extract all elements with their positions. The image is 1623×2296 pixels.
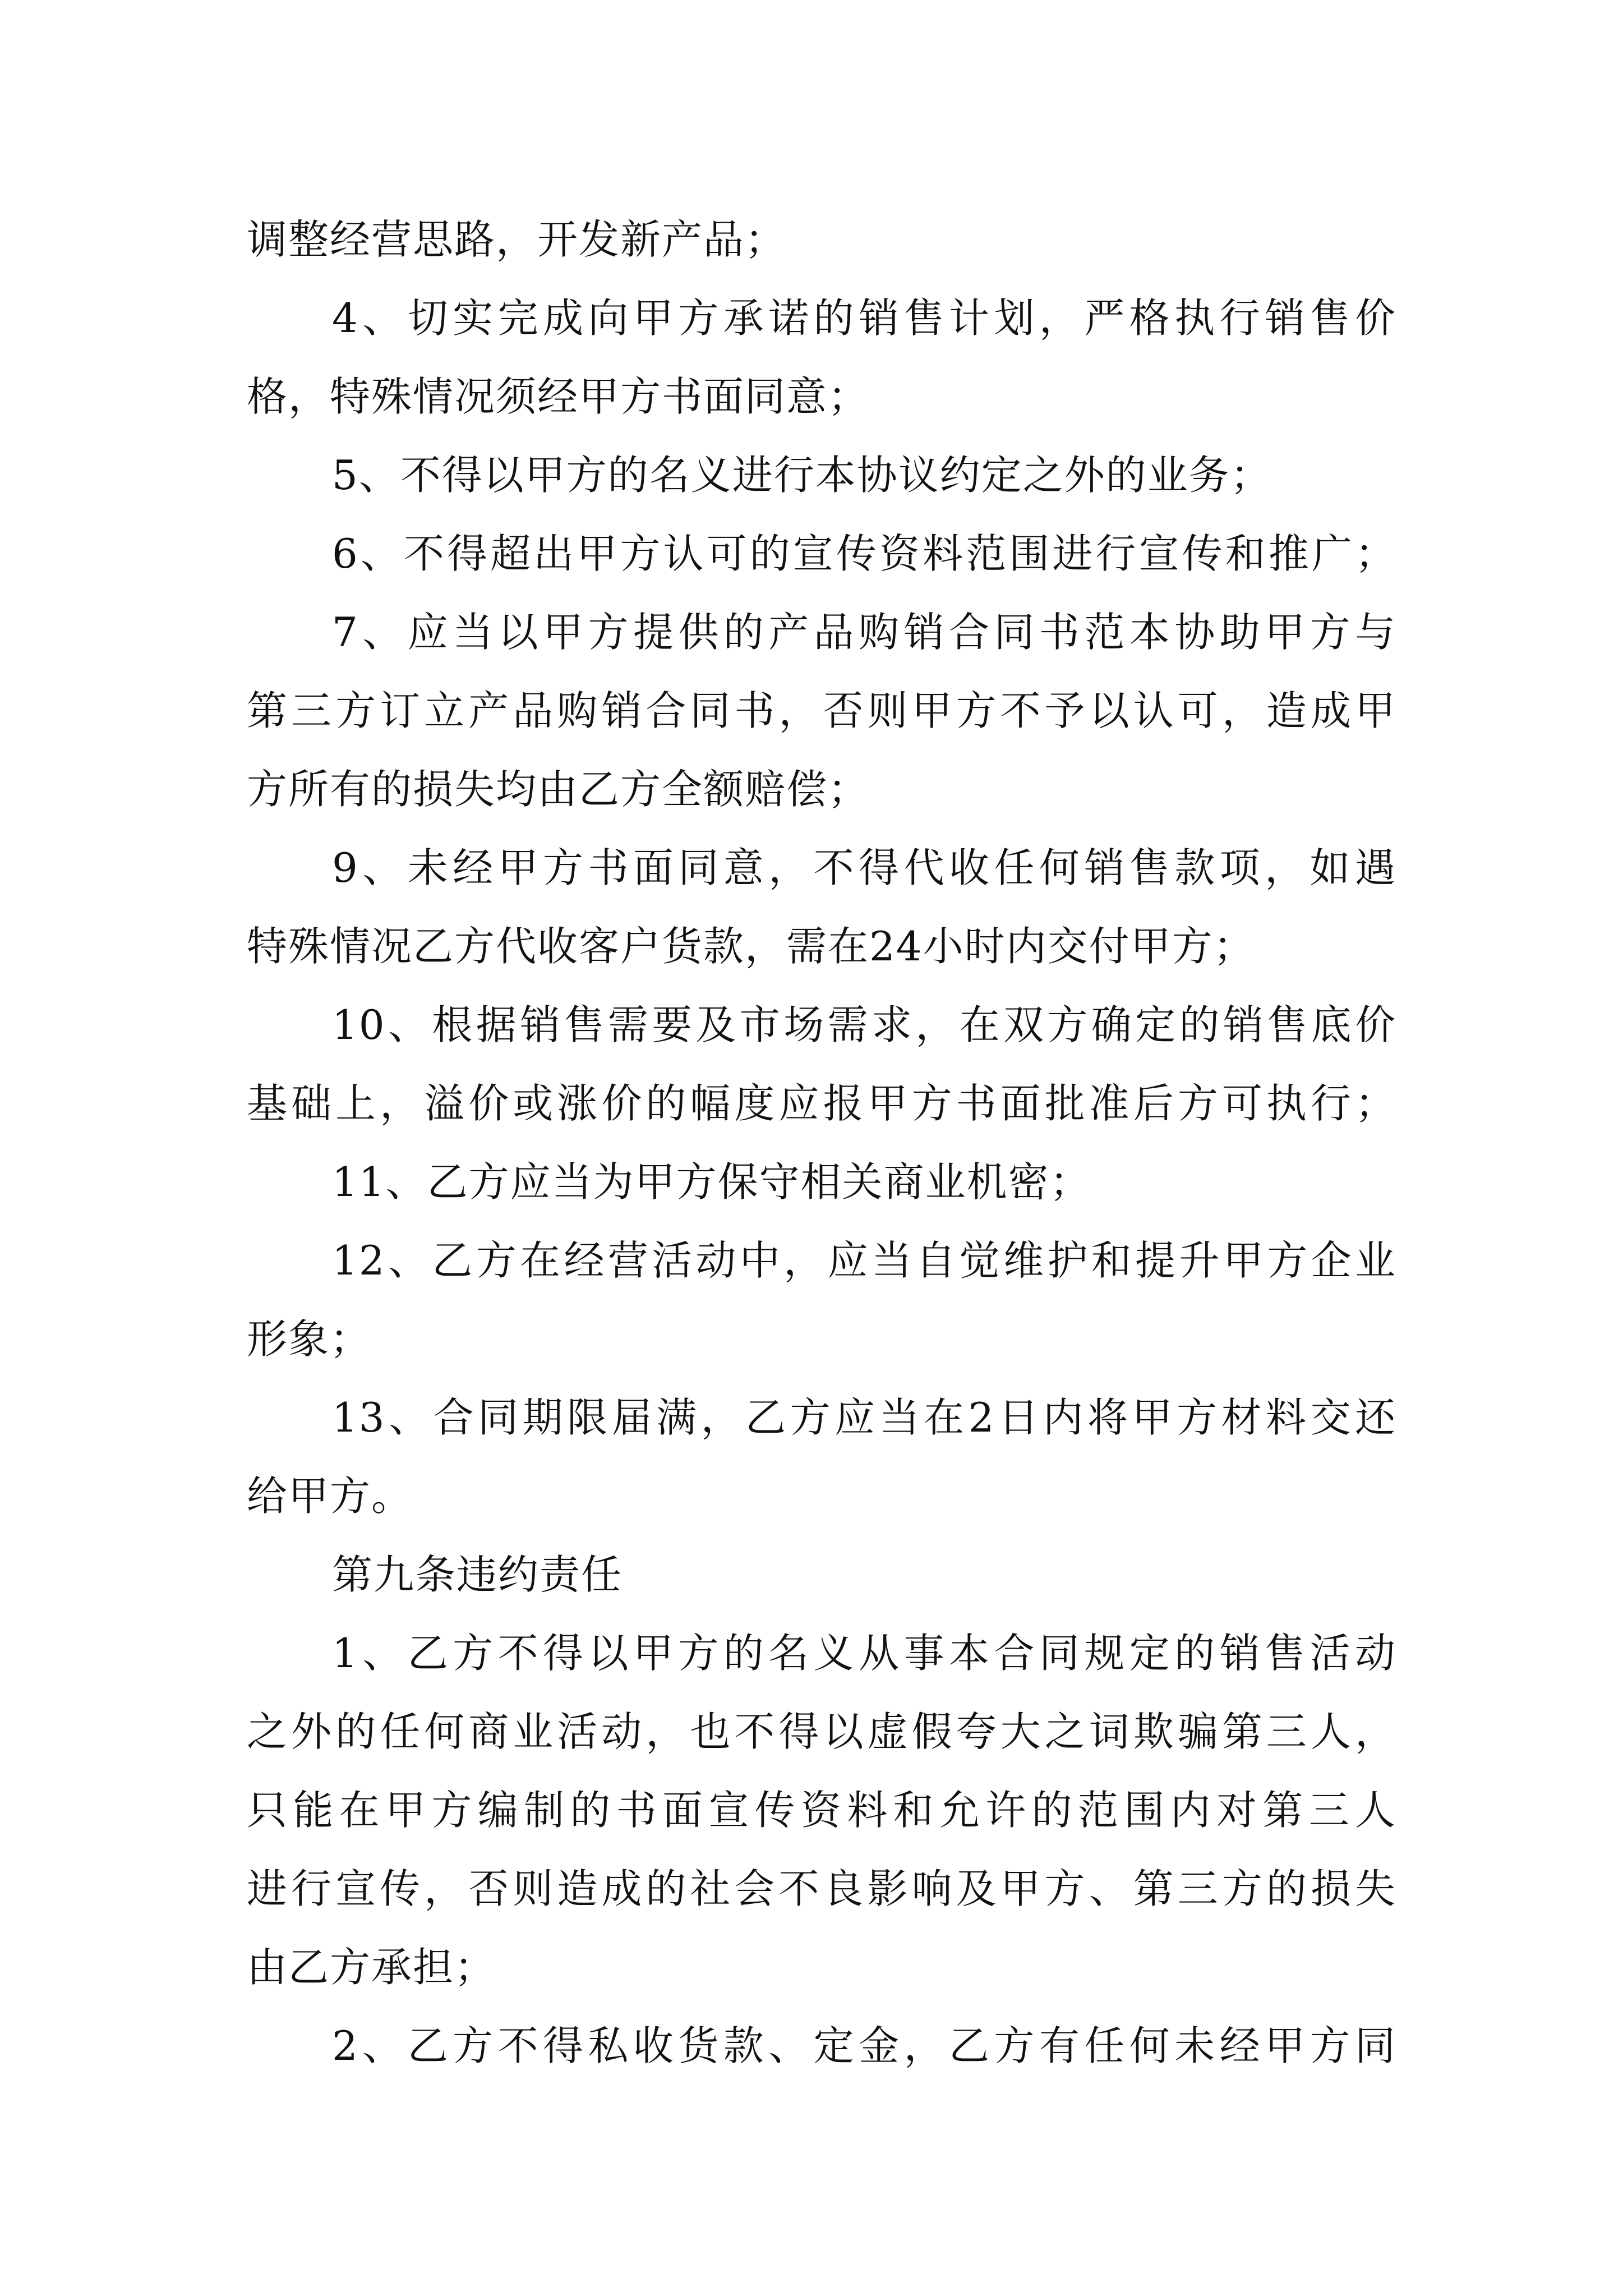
text-line: 进行宣传，否则造成的社会不良影响及甲方、第三方的损失 — [247, 1865, 1396, 1912]
text-line: 10、根据销售需要及市场需求，在双方确定的销售底价 — [332, 1001, 1396, 1048]
text-line: 形象； — [247, 1315, 372, 1363]
text-line: 9、未经甲方书面同意，不得代收任何销售款项，如遇 — [332, 844, 1396, 891]
text-line: 调整经营思路，开发新产品； — [247, 216, 787, 263]
text-line: 12、乙方在经营活动中，应当自觉维护和提升甲方企业 — [332, 1237, 1396, 1284]
text-line: 格，特殊情况须经甲方书面同意； — [247, 373, 870, 420]
section-heading: 第九条违约责任 — [332, 1551, 623, 1598]
text-line: 7、应当以甲方提供的产品购销合同书范本协助甲方与 — [332, 609, 1396, 656]
text-line: 1、乙方不得以甲方的名义从事本合同规定的销售活动 — [332, 1630, 1396, 1677]
text-line: 之外的任何商业活动，也不得以虚假夸大之词欺骗第三人， — [247, 1708, 1396, 1755]
text-line: 2、乙方不得私收货款、定金，乙方有任何未经甲方同 — [332, 2022, 1396, 2069]
text-line: 由乙方承担； — [247, 1944, 496, 1991]
text-line: 11、乙方应当为甲方保守相关商业机密； — [332, 1158, 1091, 1205]
text-line: 第三方订立产品购销合同书，否则甲方不予以认可，造成甲 — [247, 687, 1396, 734]
text-line: 方所有的损失均由乙方全额赔偿； — [247, 766, 870, 813]
text-line: 给甲方。 — [247, 1473, 413, 1520]
text-line: 4、切实完成向甲方承诺的销售计划，严格执行销售价 — [332, 295, 1396, 342]
text-line: 只能在甲方编制的书面宣传资料和允许的范围内对第三人 — [247, 1787, 1396, 1834]
text-line: 基础上，溢价或涨价的幅度应报甲方书面批准后方可执行； — [247, 1080, 1396, 1127]
text-line: 13、合同期限届满，乙方应当在2日内将甲方材料交还 — [332, 1394, 1396, 1441]
text-line: 6、不得超出甲方认可的宣传资料范围进行宣传和推广； — [332, 530, 1396, 577]
text-line: 5、不得以甲方的名义进行本协议约定之外的业务； — [332, 452, 1272, 499]
text-line: 特殊情况乙方代收客户货款，需在24小时内交付甲方； — [247, 923, 1255, 970]
